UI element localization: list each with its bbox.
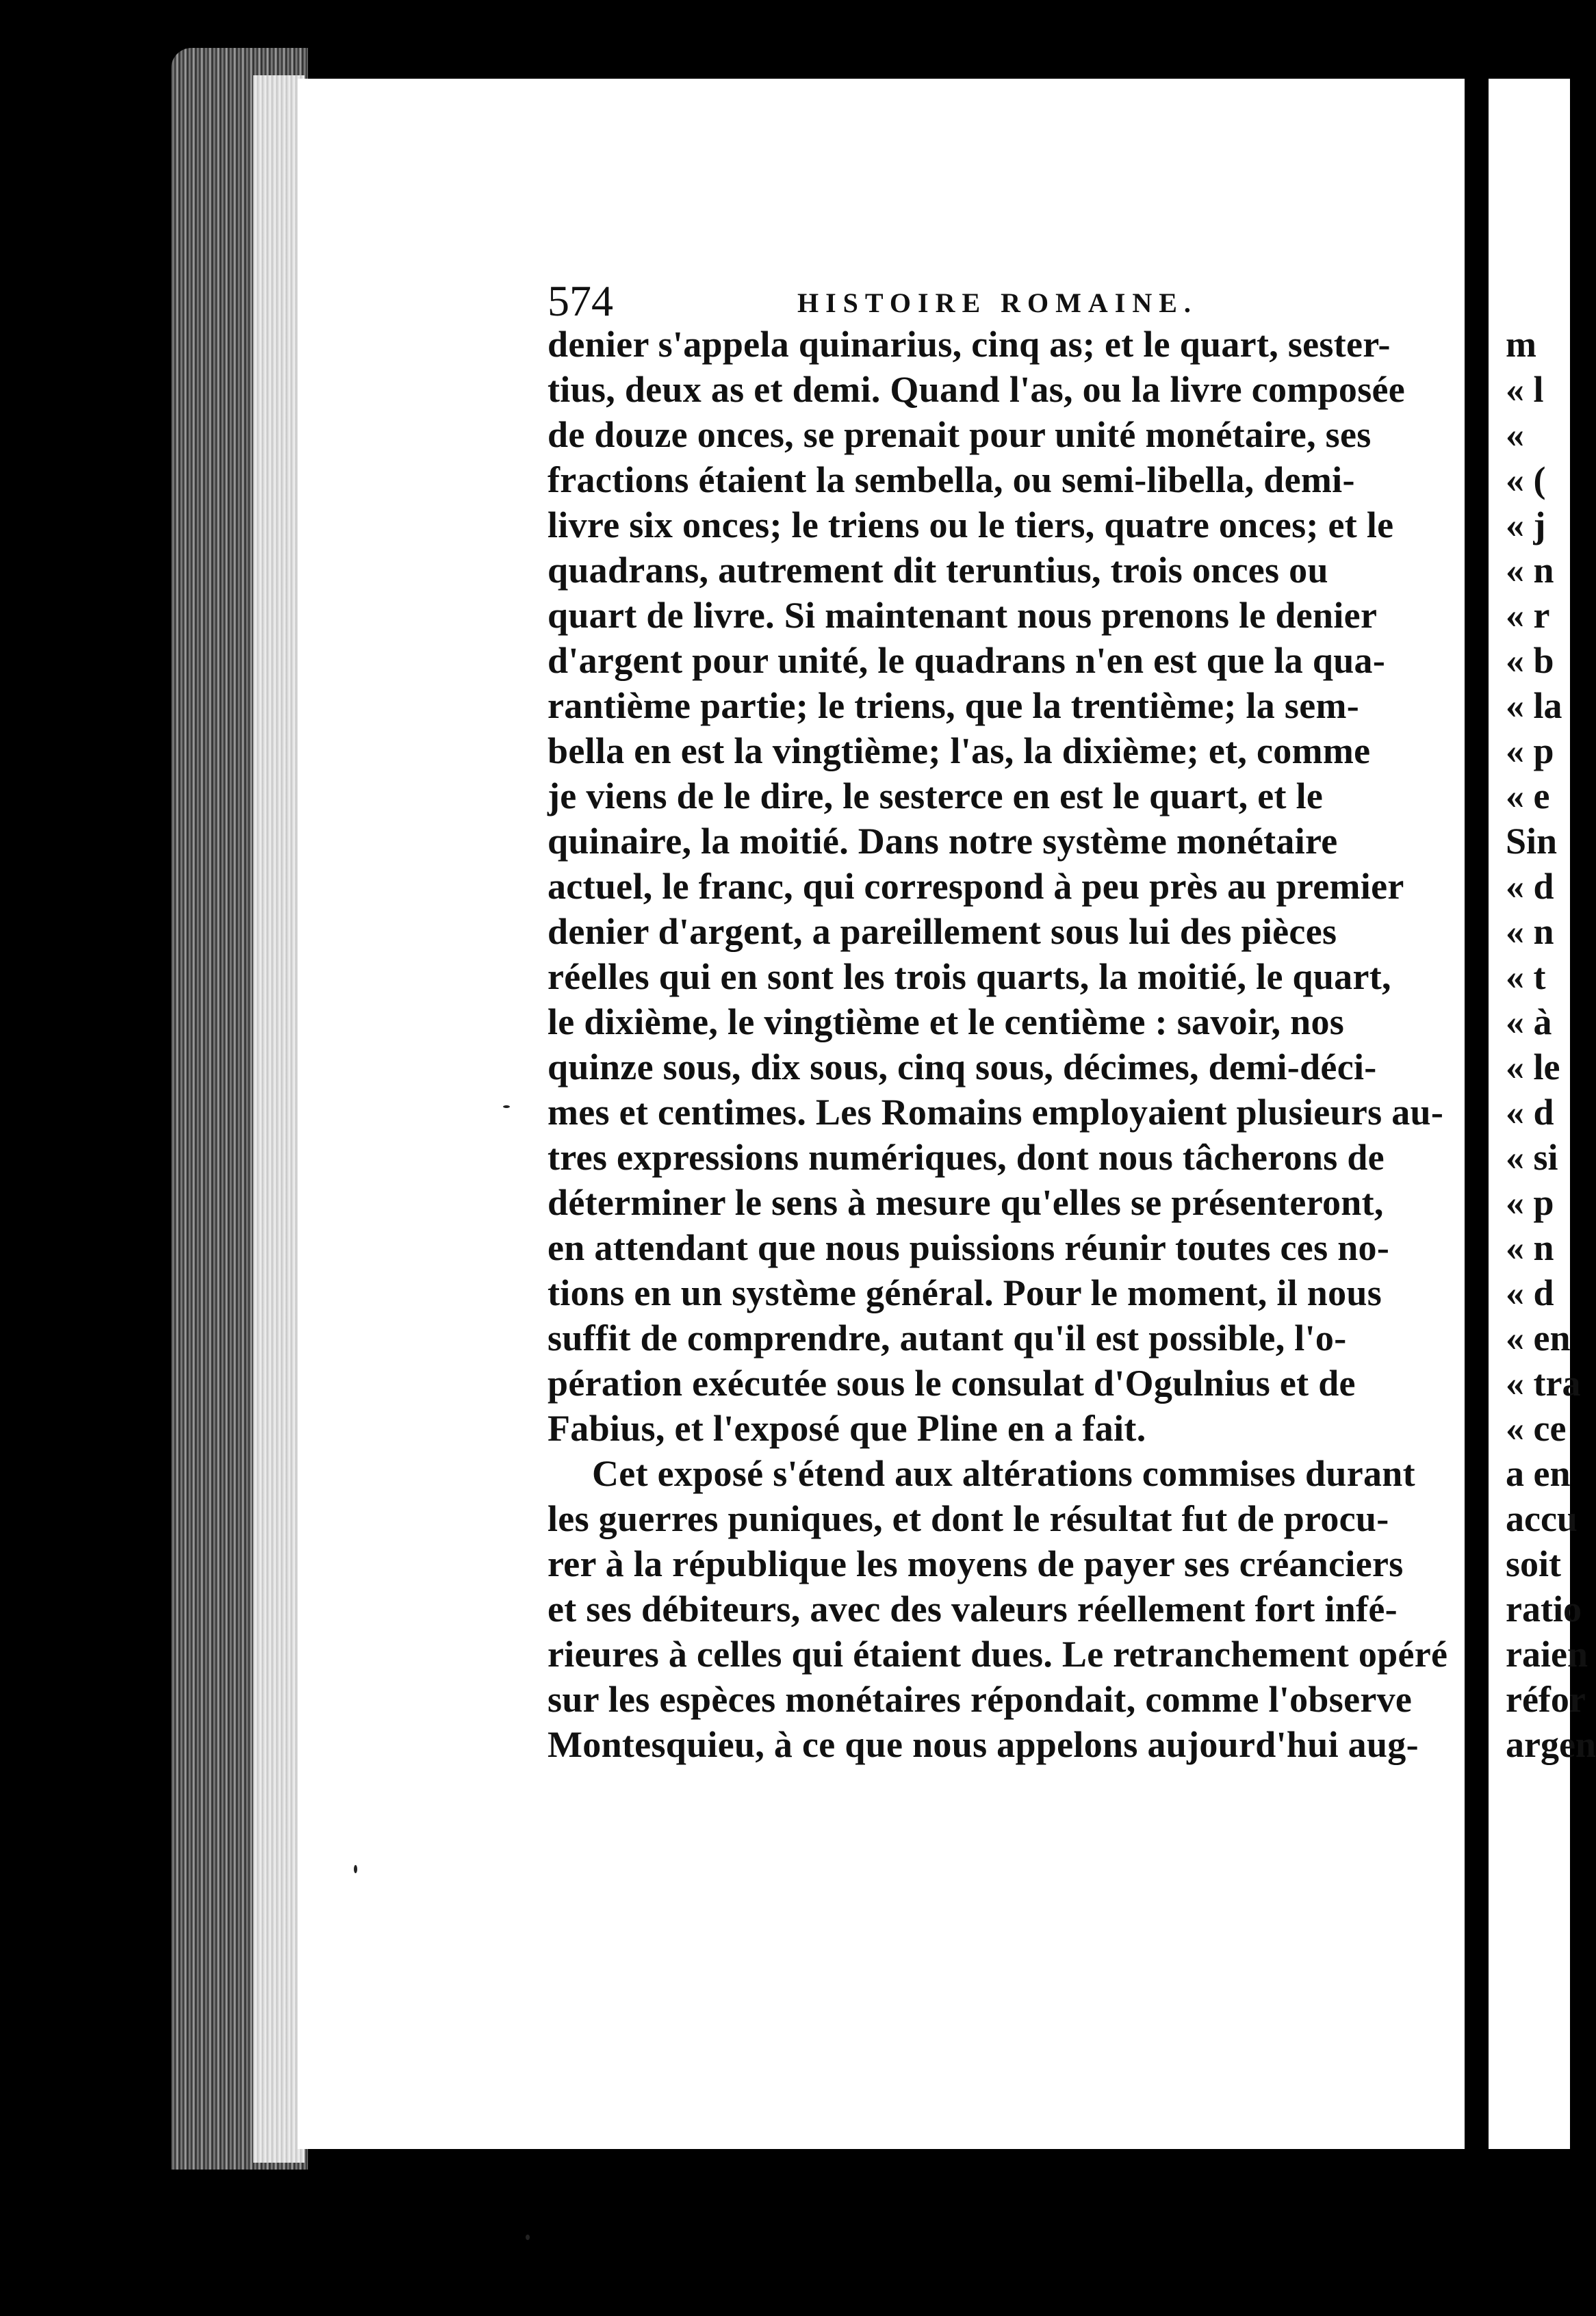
text-line: tius, deux as et demi. Quand l'as, ou la livre composée [548,369,1406,410]
text-line: les guerres puniques, et dont le résultat fut de procu- [548,1498,1389,1539]
text-line: en attendant que nous puissions réunir toutes ces no- [548,1227,1390,1268]
fragment-line: « si [1506,1137,1558,1178]
fragment-line: « r [1506,595,1550,636]
text-line: quinaire, la moitié. Dans notre système monétaire [548,821,1338,862]
fragment-line: « n [1506,550,1554,591]
fragment-line: « [1506,414,1524,455]
ink-speck [354,1865,357,1873]
fragment-line: « j [1506,504,1546,545]
text-line: je viens de le dire, le sesterce en est le quart, et le [548,775,1324,816]
fragment-line: « en [1506,1317,1571,1359]
fragment-line: « e [1506,775,1550,816]
fragment-line: « b [1506,640,1554,681]
text-line: Fabius, et l'exposé que Pline en a fait. [548,1408,1146,1449]
fragment-line: « t [1506,956,1546,997]
fragment-line: a en [1506,1453,1571,1494]
fragment-line: « tra [1506,1363,1581,1404]
fragment-line: « la [1506,685,1562,726]
text-line: denier d'argent, a pareillement sous lui des pièces [548,911,1337,952]
fragment-line: « p [1506,730,1554,771]
running-head: HISTOIRE ROMAINE. [797,287,1198,318]
fragment-line: réfor [1506,1679,1586,1720]
body-text [548,322,1458,1767]
text-line: rer à la république les moyens de payer ses créanciers [548,1543,1404,1584]
text-line: quinze sous, dix sous, cinq sous, décimes, demi-déci- [548,1046,1377,1088]
text-line: d'argent pour unité, le quadrans n'en est que la qua- [548,640,1386,681]
text-line: fractions étaient la sembella, ou semi-libella, demi- [548,459,1355,500]
text-line: quart de livre. Si maintenant nous prenons le denier [548,595,1378,636]
fragment-line: « p [1506,1182,1554,1223]
fragment-line: Sin [1506,821,1558,862]
fragment-line: soit [1506,1543,1561,1584]
text-line: de douze onces, se prenait pour unité monétaire, ses [548,414,1372,455]
text-line: Cet exposé s'étend aux altérations commises durant [592,1453,1415,1494]
ink-speck [526,2235,530,2240]
fragment-line: « le [1506,1046,1560,1088]
fragment-line: « n [1506,911,1554,952]
text-line: tres expressions numériques, dont nous tâcherons de [548,1137,1385,1178]
text-line: actuel, le franc, qui correspond à peu près au premier [548,866,1404,907]
next-page-text-fragments [1506,322,1596,1767]
text-line: pération exécutée sous le consulat d'Ogulnius et de [548,1363,1356,1404]
text-line: déterminer le sens à mesure qu'elles se présenteront, [548,1182,1384,1223]
text-line: livre six onces; le triens ou le tiers, quatre onces; et le [548,504,1394,545]
fragment-line: raien [1506,1634,1588,1675]
text-line: rieures à celles qui étaient dues. Le retranchement opéré [548,1634,1448,1675]
fragment-line: m [1506,324,1536,365]
text-line: le dixième, le vingtième et le centième : savoir, nos [548,1001,1345,1042]
text-line: rantième partie; le triens, que la trentième; la sem- [548,685,1360,726]
fragment-line: ratio [1506,1588,1582,1630]
fragment-line: « à [1506,1001,1552,1042]
fragment-line: « n [1506,1227,1554,1268]
text-line: et ses débiteurs, avec des valeurs réellement fort infé- [548,1588,1398,1630]
fragment-line: accu [1506,1498,1578,1539]
fragment-line: « l [1506,369,1544,410]
page-header [548,277,1458,325]
text-line: denier s'appela quinarius, cinq as; et le quart, sester- [548,324,1391,365]
text-line: sur les espèces monétaires répondait, comme l'observe [548,1679,1413,1720]
text-line: Montesquieu, à ce que nous appelons aujourd'hui aug- [548,1724,1419,1765]
text-line: suffit de comprendre, autant qu'il est possible, l'o- [548,1317,1347,1359]
text-line: mes et centimes. Les Romains employaient plusieurs au- [548,1092,1444,1133]
fragment-line: « d [1506,1272,1554,1313]
fragment-line: argen [1506,1724,1596,1765]
text-line: tions en un système général. Pour le moment, il nous [548,1272,1382,1313]
book-page-edges [253,75,305,2163]
fragment-line: « ( [1506,459,1546,500]
ink-speck [503,1105,510,1108]
fragment-line: « ce [1506,1408,1567,1449]
fragment-line: « d [1506,1092,1554,1133]
text-line: bella en est la vingtième; l'as, la dixième; et, comme [548,730,1371,771]
text-line: quadrans, autrement dit teruntius, trois onces ou [548,550,1328,591]
text-line: réelles qui en sont les trois quarts, la moitié, le quart, [548,956,1391,997]
fragment-line: « d [1506,866,1554,907]
page-number: 574 [548,276,613,325]
